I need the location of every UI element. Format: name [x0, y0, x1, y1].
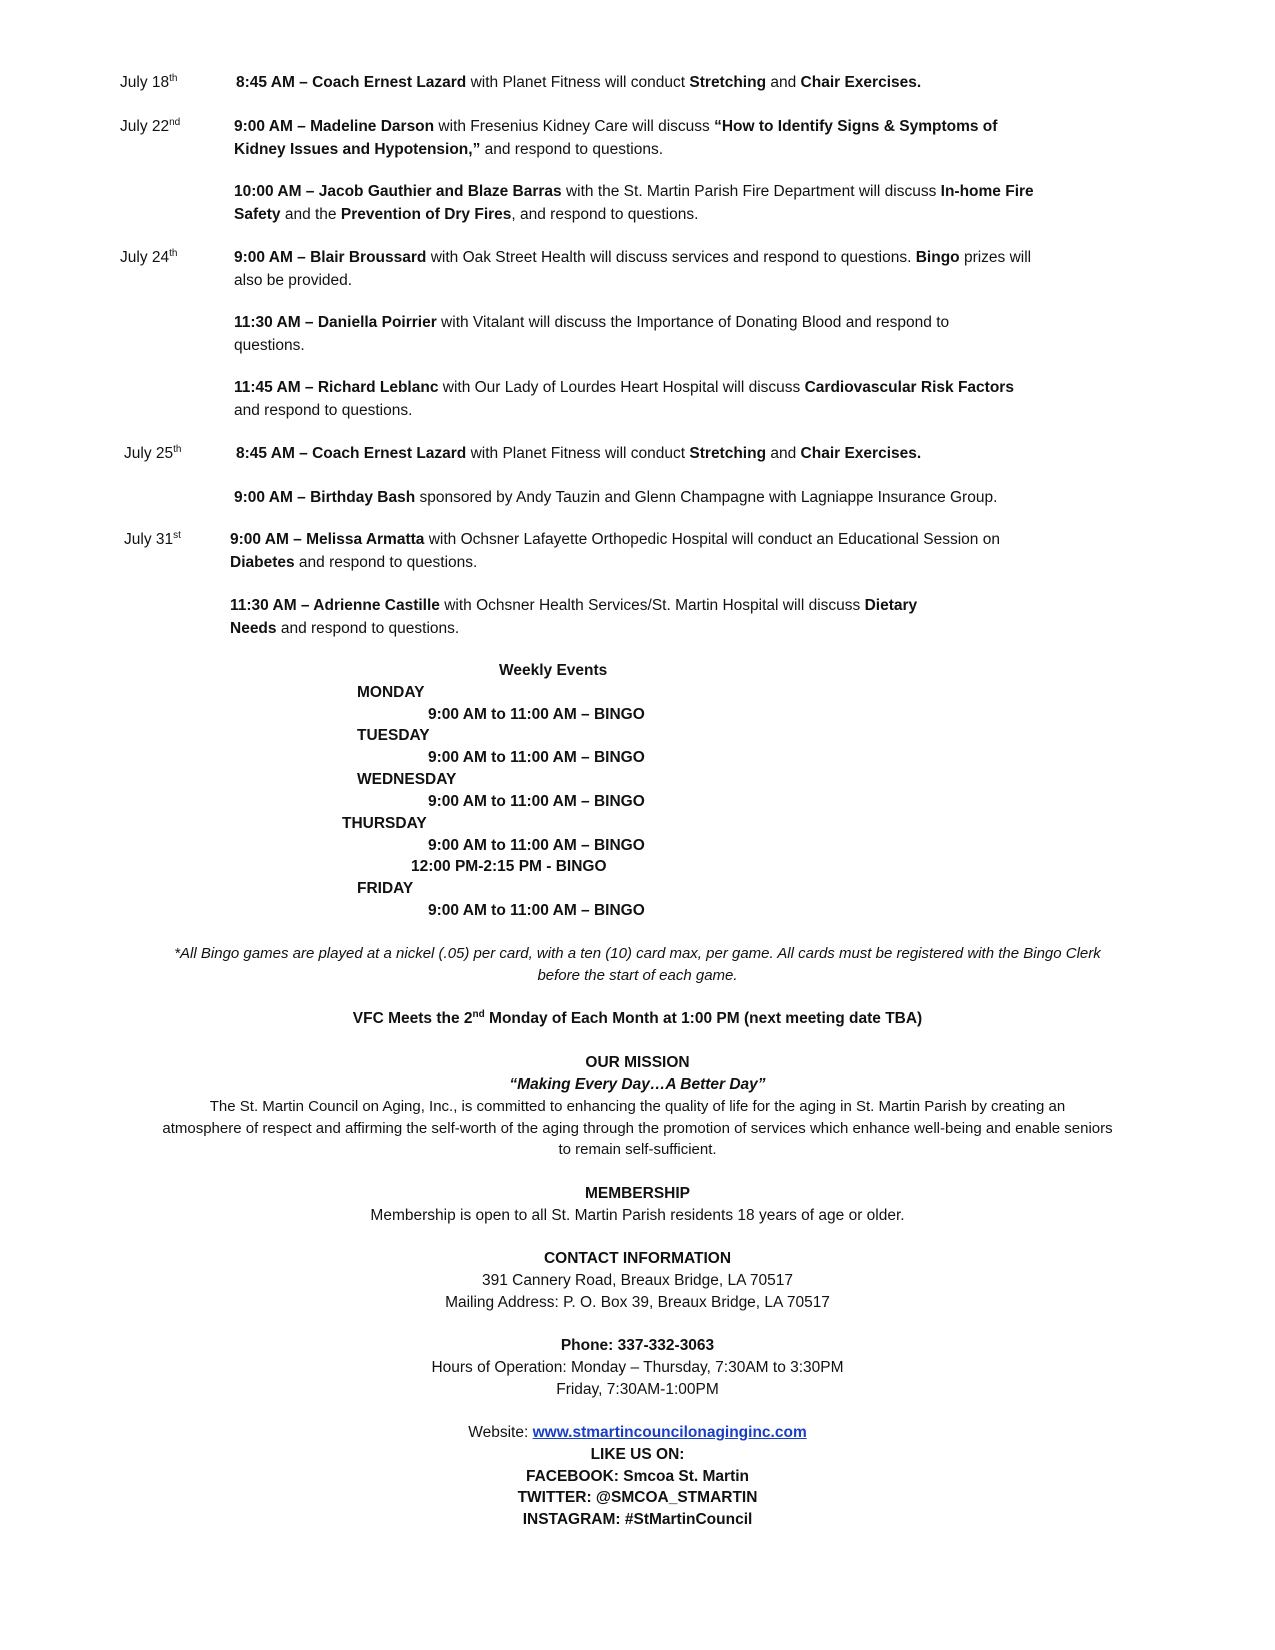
- weekday-time: 9:00 AM to 11:00 AM – BINGO: [428, 706, 645, 723]
- schedule-date: July 31st: [124, 529, 181, 548]
- event-text-segment: In-home Fire Safety: [234, 183, 1034, 223]
- event-text-segment: and the: [280, 206, 341, 223]
- event-text-segment: with Oak Street Health will discuss services and respond to questions.: [426, 249, 916, 266]
- schedule-event: [234, 246, 1034, 292]
- mission-tagline: “Making Every Day…A Better Day”: [509, 1076, 766, 1093]
- schedule-date: July 22nd: [120, 116, 181, 135]
- weekday-time: 9:00 AM to 11:00 AM – BINGO: [428, 793, 645, 810]
- event-text-segment: Chair Exercises.: [800, 74, 922, 91]
- event-text-segment: 10:00 AM – Jacob Gauthier and Blaze Barras: [234, 183, 562, 200]
- mission-heading: OUR MISSION: [585, 1054, 690, 1071]
- event-text-segment: “How to Identify Signs & Symptoms of Kidney Issues and Hypotension,”: [234, 118, 998, 158]
- social-heading: LIKE US ON:: [590, 1446, 685, 1463]
- event-text-segment: and: [766, 74, 801, 91]
- event-text-segment: 11:45 AM – Richard Leblanc: [234, 379, 439, 396]
- schedule-date: July 18th: [120, 72, 178, 91]
- bingo-note-line: *All Bingo games are played at a nickel (.05) per card, with a ten (10) card max, per game. All cards must be registered with the Bingo Clerk: [174, 945, 1101, 962]
- schedule-event: [234, 311, 1024, 357]
- bingo-note-line: before the start of each game.: [537, 967, 738, 984]
- event-text-segment: , and respond to questions.: [511, 206, 699, 223]
- event-text-segment: prizes will also be provided.: [234, 249, 1032, 289]
- event-text-segment: with Fresenius Kidney Care will discuss: [434, 118, 715, 135]
- event-text-segment: 9:00 AM – Madeline Darson: [234, 118, 435, 135]
- event-text-segment: 9:00 AM – Birthday Bash: [234, 489, 416, 506]
- contact-hours: Hours of Operation: Monday – Thursday, 7:30AM to 3:30PM: [431, 1359, 844, 1376]
- membership-text: Membership is open to all St. Martin Parish residents 18 years of age or older.: [370, 1207, 905, 1224]
- event-text-segment: with Vitalant will discuss the Importance of Donating Blood and respond to questions.: [234, 314, 950, 354]
- weekday-label: MONDAY: [357, 684, 425, 701]
- contact-mailing-address: Mailing Address: P. O. Box 39, Breaux Bridge, LA 70517: [445, 1294, 830, 1311]
- event-text-segment: 8:45 AM – Coach Ernest Lazard: [236, 445, 467, 462]
- social-twitter: TWITTER: @SMCOA_STMARTIN: [517, 1489, 758, 1506]
- social-facebook: FACEBOOK: Smcoa St. Martin: [525, 1468, 750, 1485]
- schedule-event: [236, 71, 1066, 94]
- event-text-segment: sponsored by Andy Tauzin and Glenn Champagne with Lagniappe Insurance Group.: [415, 489, 998, 506]
- event-text-segment: with Planet Fitness will conduct: [466, 445, 690, 462]
- event-text-segment: Diabetes: [230, 554, 295, 571]
- event-text-segment: and respond to questions.: [234, 402, 413, 419]
- weekday-label: FRIDAY: [357, 880, 414, 897]
- event-text-segment: Prevention of Dry Fires: [340, 206, 512, 223]
- weekday-label: TUESDAY: [357, 727, 430, 744]
- event-text-segment: with Ochsner Lafayette Orthopedic Hospital will conduct an Educational Session on: [424, 531, 1000, 548]
- event-text-segment: Chair Exercises.: [800, 445, 922, 462]
- schedule-date: July 25th: [124, 443, 182, 462]
- event-text-segment: with Planet Fitness will conduct: [466, 74, 690, 91]
- event-text-segment: with the St. Martin Parish Fire Department will discuss: [561, 183, 941, 200]
- weekday-label: WEDNESDAY: [357, 771, 457, 788]
- schedule-event: [234, 486, 1074, 509]
- schedule-event: [234, 180, 1034, 226]
- website-label: Website:: [468, 1424, 533, 1441]
- contact-address: 391 Cannery Road, Breaux Bridge, LA 70517: [481, 1272, 794, 1289]
- event-text-segment: 9:00 AM – Blair Broussard: [234, 249, 427, 266]
- weekday-time: 9:00 AM to 11:00 AM – BINGO: [428, 837, 645, 854]
- vfc-meeting-note: VFC Meets the 2nd Monday of Each Month at 1:00 PM (next meeting date TBA): [352, 1008, 923, 1027]
- event-text-segment: 9:00 AM – Melissa Armatta: [230, 531, 425, 548]
- event-text-segment: and: [766, 445, 801, 462]
- event-text-segment: 11:30 AM – Adrienne Castille: [230, 597, 440, 614]
- event-text-segment: Needs: [230, 620, 277, 637]
- weekday-label: THURSDAY: [342, 815, 427, 832]
- schedule-event: [230, 528, 1030, 574]
- event-text-segment: Cardiovascular Risk Factors: [804, 379, 1014, 396]
- website-line: [0, 1421, 1275, 1444]
- weekly-events-title: Weekly Events: [499, 662, 608, 679]
- event-text-segment: and respond to questions.: [276, 620, 460, 637]
- event-text-segment: Bingo: [915, 249, 960, 266]
- weekday-time: 9:00 AM to 11:00 AM – BINGO: [428, 902, 645, 919]
- event-text-segment: Stretching: [689, 445, 767, 462]
- event-text-segment: Stretching: [689, 74, 767, 91]
- website-link[interactable]: www.stmartincouncilonaginginc.com: [532, 1424, 807, 1441]
- mission-text-line: to remain self-sufficient.: [558, 1141, 717, 1158]
- mission-text-line: The St. Martin Council on Aging, Inc., is committed to enhancing the quality of life for the aging in St. Martin Parish by creating an: [209, 1098, 1066, 1115]
- schedule-event: [234, 376, 1034, 422]
- contact-hours: Friday, 7:30AM-1:00PM: [556, 1381, 719, 1398]
- event-text-segment: 11:30 AM – Daniella Poirrier: [234, 314, 437, 331]
- weekday-time: 9:00 AM to 11:00 AM – BINGO: [428, 749, 645, 766]
- event-text-segment: and respond to questions.: [294, 554, 478, 571]
- event-text-segment: 8:45 AM – Coach Ernest Lazard: [236, 74, 467, 91]
- schedule-event: [230, 594, 1030, 640]
- weekday-time: 12:00 PM-2:15 PM - BINGO: [411, 858, 607, 875]
- social-instagram: INSTAGRAM: #StMartinCouncil: [522, 1511, 753, 1528]
- contact-phone: Phone: 337-332-3063: [560, 1337, 715, 1354]
- schedule-date: July 24th: [120, 247, 178, 266]
- contact-heading: CONTACT INFORMATION: [543, 1250, 732, 1267]
- event-text-segment: with Ochsner Health Services/St. Martin Hospital will discuss: [439, 597, 865, 614]
- mission-text-line: atmosphere of respect and affirming the self-worth of the aging through the promotion of services which enhance well-being and enable seniors: [162, 1120, 1113, 1137]
- schedule-event: [234, 115, 1034, 161]
- event-text-segment: and respond to questions.: [480, 141, 664, 158]
- event-text-segment: Dietary: [864, 597, 918, 614]
- schedule-event: [236, 442, 1066, 465]
- event-text-segment: with Our Lady of Lourdes Heart Hospital will discuss: [438, 379, 805, 396]
- membership-heading: MEMBERSHIP: [584, 1185, 691, 1202]
